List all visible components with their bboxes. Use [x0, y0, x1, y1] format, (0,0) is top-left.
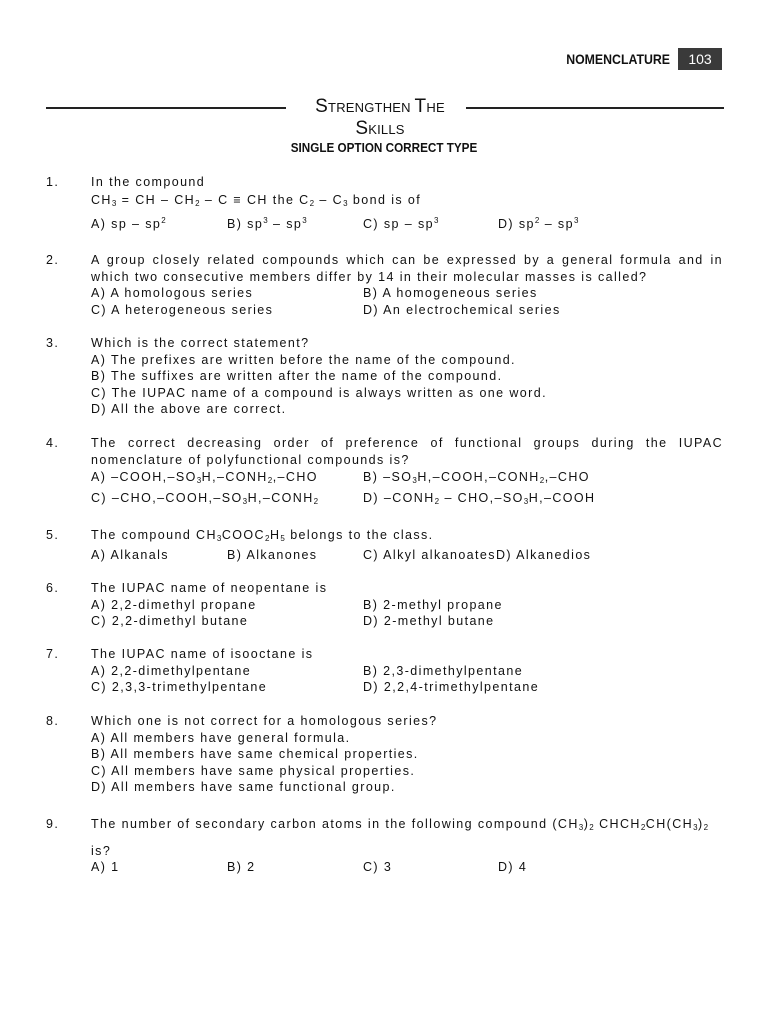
option-c[interactable]: C) The IUPAC name of a compound is always written as one word.	[91, 385, 547, 400]
option-b[interactable]: B) 2,3-dimethylpentane	[363, 663, 524, 678]
question-number: 7.	[46, 647, 60, 661]
question-text-continued: is?	[91, 843, 112, 858]
option-a[interactable]: A) 2,2-dimethyl propane	[91, 597, 257, 612]
option-a[interactable]: A) 2,2-dimethylpentane	[91, 663, 252, 678]
option-d[interactable]: D) 2-methyl butane	[363, 614, 495, 629]
option-d[interactable]: D) All members have same functional group.	[91, 780, 396, 795]
option-d[interactable]: D) 2,2,4-trimethylpentane	[363, 680, 540, 695]
section-rule-right	[466, 107, 724, 109]
option-b[interactable]: B) 2-methyl propane	[363, 597, 503, 612]
section-title: STRENGTHEN THE SKILLS	[315, 96, 445, 139]
option-a[interactable]: A) Alkanals	[91, 547, 169, 562]
option-c[interactable]: C) A heterogeneous series	[91, 302, 274, 317]
question-text: In the compound	[91, 175, 206, 189]
question-number: 8.	[46, 714, 60, 728]
question-number: 2.	[46, 253, 60, 267]
option-b[interactable]: B) 2	[227, 860, 256, 875]
question-text: Which is the correct statement?	[91, 336, 310, 350]
option-c[interactable]: C) 3	[363, 860, 393, 875]
option-a[interactable]: A) A homologous series	[91, 286, 254, 301]
option-c[interactable]: C) All members have same physical properties.	[91, 763, 416, 778]
option-a[interactable]: A) 1	[91, 860, 120, 875]
option-b[interactable]: B) All members have same chemical properties.	[91, 747, 419, 762]
option-d[interactable]: D) 4	[498, 860, 528, 875]
question-number: 4.	[46, 436, 60, 450]
option-a[interactable]: A) $-COOH,-SO_3H,-CONH_2$,–CHO	[91, 470, 318, 486]
option-c[interactable]: C) 2,3,3-trimethylpentane	[91, 680, 268, 695]
option-b[interactable]: B) $-SO_3H,-COOH,-CONH_2$,–CHO	[363, 470, 590, 486]
question-number: 9.	[46, 817, 60, 831]
option-b[interactable]: B) A homogeneous series	[363, 286, 538, 301]
question-text: The compound $CH_3COOC_2H_5$ belongs to the class.	[91, 528, 434, 543]
question-number: 6.	[46, 581, 60, 595]
option-c[interactable]: C) $-CHO,-COOH,-SO_3H,-CONH_2$	[91, 490, 319, 506]
option-c[interactable]: C) sp – $sp^3$	[363, 216, 439, 232]
option-a[interactable]: A) sp – $sp^2$	[91, 216, 167, 232]
option-b[interactable]: B) The suffixes are written after the name of the compound.	[91, 369, 503, 384]
option-a[interactable]: A) The prefixes are written before the name of the compound.	[91, 352, 516, 367]
option-c[interactable]: C) 2,2-dimethyl butane	[91, 614, 249, 629]
section-rule-left	[46, 107, 286, 109]
question-text: Which one is not correct for a homologous series?	[91, 714, 438, 728]
chapter-title: NOMENCLATURE	[566, 51, 670, 67]
question-text: The IUPAC name of neopentane is	[91, 581, 328, 595]
question-type-heading: SINGLE OPTION CORRECT TYPE	[290, 140, 478, 155]
option-d[interactable]: D) Alkanedios	[496, 547, 592, 562]
question-text: A group closely related compounds which can be expressed by a general formula and in which two consecutive members differ by 14 in their molecular masses is called?	[91, 253, 723, 284]
question-number: 3.	[46, 336, 60, 350]
option-a[interactable]: A) All members have general formula.	[91, 730, 351, 745]
option-d[interactable]: D) All the above are correct.	[91, 402, 287, 417]
page-number-badge: 103	[678, 48, 722, 70]
option-d[interactable]: D) $-CONH_2$ – $CHO,-SO_3H$,–COOH	[363, 490, 596, 506]
option-b[interactable]: B) Alkanones	[227, 547, 318, 562]
question-text: The IUPAC name of isooctane is	[91, 647, 314, 661]
question-formula: $CH_3$ = CH – $CH_2$ – C ≡ CH the $C_2 - C_3$ bond is of	[91, 192, 422, 208]
option-c[interactable]: C) Alkyl alkanoates	[363, 547, 496, 562]
option-d[interactable]: D) $sp^2 - sp^3$	[498, 216, 579, 232]
option-d[interactable]: D) An electrochemical series	[363, 302, 561, 317]
question-number: 5.	[46, 528, 60, 542]
option-b[interactable]: B) $sp^3 - sp^3$	[227, 216, 308, 232]
question-text: The number of secondary carbon atoms in the following compound $(CH_3)_2$ $CHCH_2CH(CH_3)_2$	[91, 817, 709, 832]
question-number: 1.	[46, 175, 60, 189]
question-text: The correct decreasing order of preference of functional groups during the IUPAC nomenclature of polyfunctional compounds is?	[91, 436, 723, 467]
